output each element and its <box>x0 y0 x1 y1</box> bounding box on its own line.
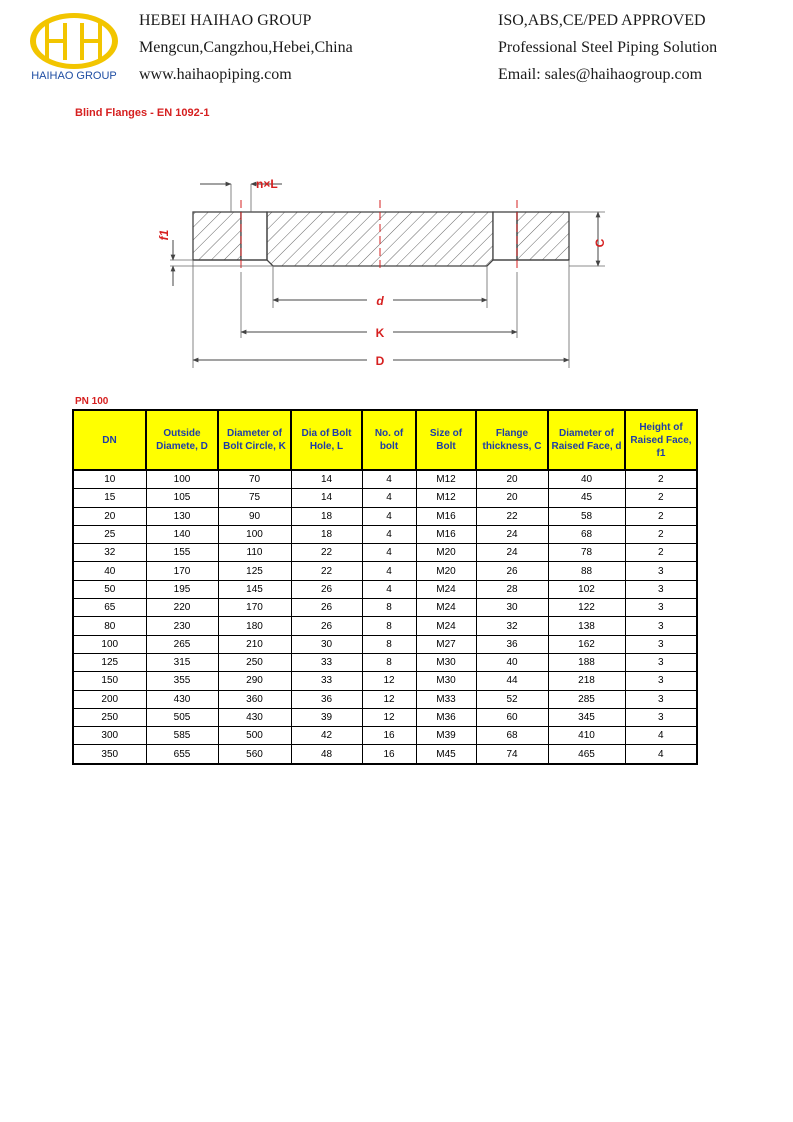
cell-raised-face-height: 3 <box>625 580 697 598</box>
cell-raised-face-diameter: 122 <box>548 599 625 617</box>
table-row <box>73 745 697 764</box>
cell-raised-face-diameter: 58 <box>548 507 625 525</box>
cell-bolt-hole: 18 <box>291 507 362 525</box>
cell-bolt-size: M27 <box>416 635 476 653</box>
table-row <box>73 617 697 635</box>
cell-flange-thickness: 40 <box>476 653 548 671</box>
cell-bolt-count: 4 <box>362 580 416 598</box>
cell-bolt-size: M33 <box>416 690 476 708</box>
cell-bolt-size: M36 <box>416 708 476 726</box>
cell-raised-face-height: 3 <box>625 708 697 726</box>
cell-dn: 20 <box>73 507 146 525</box>
cell-bolt-circle: 250 <box>218 653 291 671</box>
table-row <box>73 544 697 562</box>
cell-outside-diameter: 585 <box>146 727 218 745</box>
cell-raised-face-diameter: 45 <box>548 489 625 507</box>
cell-bolt-hole: 26 <box>291 580 362 598</box>
cell-dn: 150 <box>73 672 146 690</box>
cell-bolt-size: M12 <box>416 470 476 489</box>
cell-flange-thickness: 28 <box>476 580 548 598</box>
flange-drawing <box>150 170 620 370</box>
table-row <box>73 635 697 653</box>
cell-bolt-hole: 14 <box>291 489 362 507</box>
cell-raised-face-height: 3 <box>625 653 697 671</box>
header-bolt-count: No. of bolt <box>362 410 416 470</box>
cell-dn: 200 <box>73 690 146 708</box>
cell-bolt-circle: 180 <box>218 617 291 635</box>
raised-face-diameter-label: d <box>376 294 384 308</box>
cell-bolt-circle: 145 <box>218 580 291 598</box>
cell-flange-thickness: 44 <box>476 672 548 690</box>
cell-bolt-hole: 48 <box>291 745 362 764</box>
cell-outside-diameter: 170 <box>146 562 218 580</box>
cell-flange-thickness: 74 <box>476 745 548 764</box>
cell-bolt-count: 16 <box>362 727 416 745</box>
cell-bolt-circle: 430 <box>218 708 291 726</box>
cell-raised-face-height: 3 <box>625 690 697 708</box>
cell-bolt-count: 4 <box>362 489 416 507</box>
cell-bolt-circle: 560 <box>218 745 291 764</box>
cell-bolt-size: M16 <box>416 507 476 525</box>
cell-bolt-hole: 22 <box>291 544 362 562</box>
cell-outside-diameter: 230 <box>146 617 218 635</box>
table-row <box>73 580 697 598</box>
cell-raised-face-height: 3 <box>625 635 697 653</box>
logo-caption: HAIHAO GROUP <box>31 70 117 82</box>
cell-bolt-count: 12 <box>362 708 416 726</box>
document-title: Blind Flanges - EN 1092-1 <box>75 107 210 119</box>
pressure-class-label: PN 100 <box>75 396 109 407</box>
cell-bolt-count: 4 <box>362 562 416 580</box>
cell-raised-face-height: 4 <box>625 727 697 745</box>
cell-outside-diameter: 355 <box>146 672 218 690</box>
cell-bolt-hole: 18 <box>291 525 362 543</box>
cell-raised-face-height: 3 <box>625 562 697 580</box>
cell-dn: 125 <box>73 653 146 671</box>
cell-flange-thickness: 26 <box>476 562 548 580</box>
cell-flange-thickness: 20 <box>476 489 548 507</box>
cell-bolt-count: 4 <box>362 507 416 525</box>
cell-outside-diameter: 655 <box>146 745 218 764</box>
cell-bolt-count: 12 <box>362 690 416 708</box>
header-raised-face-height: Height of Raised Face, f1 <box>625 410 697 470</box>
cell-bolt-count: 8 <box>362 599 416 617</box>
cell-bolt-count: 4 <box>362 544 416 562</box>
cell-bolt-size: M39 <box>416 727 476 745</box>
table-row <box>73 672 697 690</box>
cell-dn: 25 <box>73 525 146 543</box>
cell-outside-diameter: 105 <box>146 489 218 507</box>
cell-bolt-circle: 70 <box>218 470 291 489</box>
cell-dn: 65 <box>73 599 146 617</box>
cell-bolt-hole: 26 <box>291 599 362 617</box>
cell-raised-face-height: 2 <box>625 470 697 489</box>
company-email: Email: sales@haihaogroup.com <box>498 66 703 83</box>
cell-raised-face-height: 4 <box>625 745 697 764</box>
cell-bolt-hole: 33 <box>291 653 362 671</box>
cell-raised-face-height: 2 <box>625 544 697 562</box>
table-row <box>73 489 697 507</box>
cell-raised-face-height: 3 <box>625 672 697 690</box>
cell-bolt-hole: 39 <box>291 708 362 726</box>
cell-bolt-size: M30 <box>416 672 476 690</box>
cell-raised-face-height: 2 <box>625 525 697 543</box>
cell-raised-face-diameter: 162 <box>548 635 625 653</box>
flange-section <box>193 212 569 266</box>
cell-raised-face-diameter: 410 <box>548 727 625 745</box>
company-address: Mengcun,Cangzhou,Hebei,China <box>139 39 353 56</box>
table-row <box>73 507 697 525</box>
cell-dn: 300 <box>73 727 146 745</box>
cell-bolt-count: 4 <box>362 470 416 489</box>
cell-flange-thickness: 30 <box>476 599 548 617</box>
cell-flange-thickness: 32 <box>476 617 548 635</box>
cell-raised-face-diameter: 78 <box>548 544 625 562</box>
cell-bolt-circle: 125 <box>218 562 291 580</box>
cell-bolt-circle: 290 <box>218 672 291 690</box>
cell-outside-diameter: 315 <box>146 653 218 671</box>
cell-outside-diameter: 220 <box>146 599 218 617</box>
cell-dn: 15 <box>73 489 146 507</box>
cell-raised-face-height: 3 <box>625 617 697 635</box>
cell-bolt-hole: 33 <box>291 672 362 690</box>
cell-dn: 80 <box>73 617 146 635</box>
cell-bolt-size: M20 <box>416 544 476 562</box>
thickness-label: C <box>593 238 607 248</box>
cell-flange-thickness: 20 <box>476 470 548 489</box>
company-website: www.haihaopiping.com <box>139 66 292 83</box>
company-tagline: Professional Steel Piping Solution <box>498 39 718 56</box>
cell-outside-diameter: 155 <box>146 544 218 562</box>
table-row <box>73 599 697 617</box>
cell-bolt-hole: 30 <box>291 635 362 653</box>
table-row <box>73 690 697 708</box>
cell-bolt-count: 4 <box>362 525 416 543</box>
cell-bolt-size: M30 <box>416 653 476 671</box>
header-flange-thickness: Flange thickness, C <box>476 410 548 470</box>
cell-flange-thickness: 68 <box>476 727 548 745</box>
cell-bolt-circle: 75 <box>218 489 291 507</box>
cell-flange-thickness: 60 <box>476 708 548 726</box>
cell-dn: 40 <box>73 562 146 580</box>
cell-outside-diameter: 195 <box>146 580 218 598</box>
cell-dn: 10 <box>73 470 146 489</box>
approval-text: ISO,ABS,CE/PED APPROVED <box>498 12 706 29</box>
cell-bolt-size: M12 <box>416 489 476 507</box>
cell-raised-face-diameter: 465 <box>548 745 625 764</box>
header-dn: DN <box>73 410 146 470</box>
cell-raised-face-height: 3 <box>625 599 697 617</box>
cell-bolt-hole: 26 <box>291 617 362 635</box>
cell-flange-thickness: 24 <box>476 544 548 562</box>
bolt-circle-label: K <box>375 326 385 340</box>
cell-bolt-hole: 36 <box>291 690 362 708</box>
cell-bolt-hole: 42 <box>291 727 362 745</box>
cell-raised-face-height: 2 <box>625 489 697 507</box>
cell-bolt-circle: 360 <box>218 690 291 708</box>
cell-raised-face-diameter: 188 <box>548 653 625 671</box>
cell-bolt-size: M24 <box>416 617 476 635</box>
cell-bolt-count: 16 <box>362 745 416 764</box>
cell-bolt-circle: 500 <box>218 727 291 745</box>
cell-raised-face-diameter: 68 <box>548 525 625 543</box>
raised-face-height-label: f1 <box>157 229 171 241</box>
table-row <box>73 562 697 580</box>
cell-dn: 32 <box>73 544 146 562</box>
cell-raised-face-diameter: 40 <box>548 470 625 489</box>
cell-bolt-hole: 22 <box>291 562 362 580</box>
table-row <box>73 653 697 671</box>
cell-outside-diameter: 430 <box>146 690 218 708</box>
cell-dn: 350 <box>73 745 146 764</box>
cell-bolt-count: 8 <box>362 617 416 635</box>
cell-outside-diameter: 505 <box>146 708 218 726</box>
cell-raised-face-diameter: 102 <box>548 580 625 598</box>
cell-bolt-count: 8 <box>362 653 416 671</box>
cell-bolt-count: 8 <box>362 635 416 653</box>
table-row <box>73 525 697 543</box>
header-bolt-size: Size of Bolt <box>416 410 476 470</box>
header-outside-diameter: Outside Diamete, D <box>146 410 218 470</box>
cell-bolt-count: 12 <box>362 672 416 690</box>
cell-bolt-size: M24 <box>416 599 476 617</box>
cell-flange-thickness: 52 <box>476 690 548 708</box>
cell-bolt-size: M45 <box>416 745 476 764</box>
cell-raised-face-height: 2 <box>625 507 697 525</box>
cell-raised-face-diameter: 88 <box>548 562 625 580</box>
table-row <box>73 470 697 489</box>
outside-diameter-label: D <box>375 354 385 368</box>
table-row <box>73 727 697 745</box>
cell-raised-face-diameter: 285 <box>548 690 625 708</box>
bolt-hole-label: n×L <box>256 177 278 191</box>
cell-raised-face-diameter: 345 <box>548 708 625 726</box>
cell-flange-thickness: 36 <box>476 635 548 653</box>
cell-dn: 50 <box>73 580 146 598</box>
cell-outside-diameter: 130 <box>146 507 218 525</box>
header-bolt-circle: Diameter of Bolt Circle, K <box>218 410 291 470</box>
cell-bolt-size: M24 <box>416 580 476 598</box>
cell-bolt-circle: 90 <box>218 507 291 525</box>
table-header-row <box>73 410 697 470</box>
company-name: HEBEI HAIHAO GROUP <box>139 12 312 29</box>
cell-outside-diameter: 265 <box>146 635 218 653</box>
cell-raised-face-diameter: 218 <box>548 672 625 690</box>
header-bolt-hole: Dia of Bolt Hole, L <box>291 410 362 470</box>
cell-dn: 100 <box>73 635 146 653</box>
header-raised-face-diameter: Diameter of Raised Face, d <box>548 410 625 470</box>
cell-flange-thickness: 24 <box>476 525 548 543</box>
cell-raised-face-diameter: 138 <box>548 617 625 635</box>
cell-bolt-size: M16 <box>416 525 476 543</box>
flange-spec-table <box>72 409 698 765</box>
cell-bolt-hole: 14 <box>291 470 362 489</box>
cell-bolt-circle: 170 <box>218 599 291 617</box>
cell-bolt-circle: 110 <box>218 544 291 562</box>
cell-dn: 250 <box>73 708 146 726</box>
cell-bolt-circle: 210 <box>218 635 291 653</box>
cell-bolt-circle: 100 <box>218 525 291 543</box>
cell-bolt-size: M20 <box>416 562 476 580</box>
table-row <box>73 708 697 726</box>
cell-outside-diameter: 140 <box>146 525 218 543</box>
cell-outside-diameter: 100 <box>146 470 218 489</box>
cell-flange-thickness: 22 <box>476 507 548 525</box>
